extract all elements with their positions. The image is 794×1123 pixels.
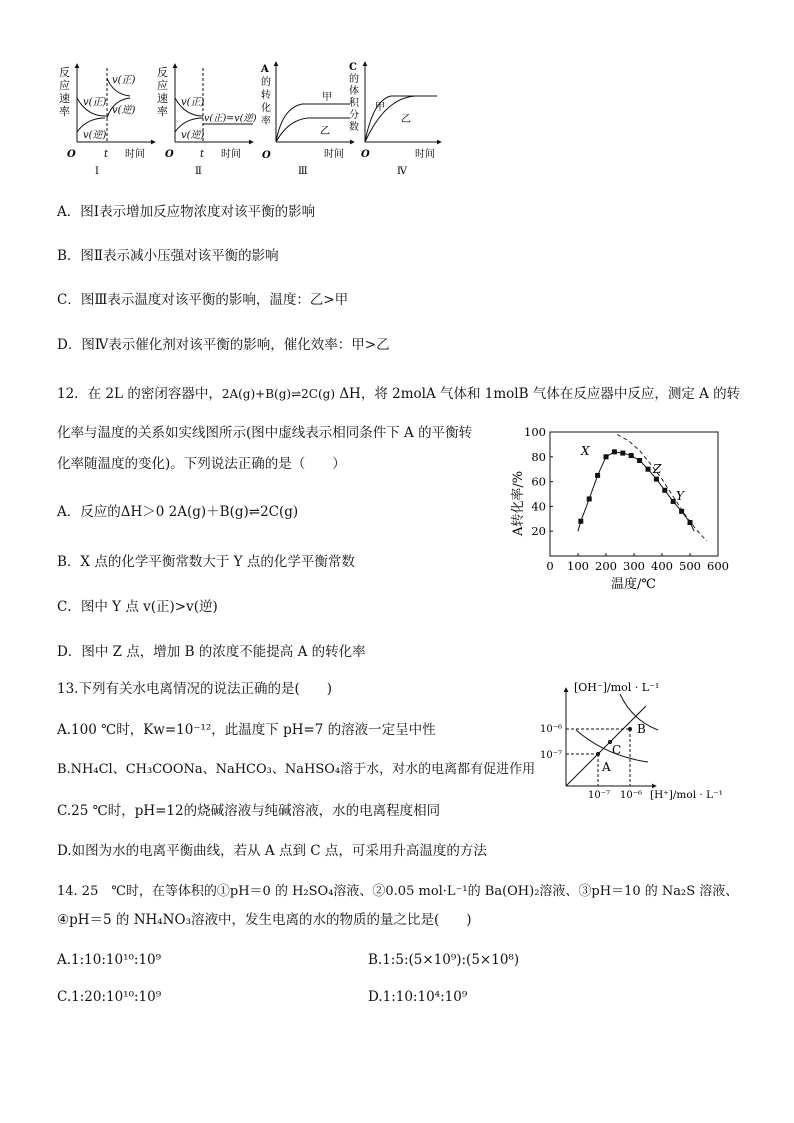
q12-option-c: C．图中 Y 点 v(正)>v(逆) [57, 599, 218, 615]
graph-1 [59, 64, 155, 177]
q13-graph-x1: 10⁻⁷ [588, 790, 611, 801]
q13-option-b: B.NH₄Cl、CH₃COONa、NaHCO₃、NaHSO₄溶于水，对水的电离都有促进作用 [57, 762, 536, 777]
chart-data-point [654, 477, 659, 482]
q14-stem-line2: ④pH＝5 的 NH₄NO₃溶液中，发生电离的水的物质的量之比是( ) [57, 912, 472, 928]
q12-option-a: A．反应的ΔH＞0 2A(g)＋B(g)⇌2C(g) [57, 504, 299, 520]
q12-stem-line2: 化率与温度的关系如实线图所示(图中虚线表示相同条件下 A 的平衡转 [57, 425, 473, 441]
chart-data-point [646, 467, 651, 472]
chart-y-tick: 80 [531, 449, 546, 464]
q13-graph-point-a: A [602, 760, 611, 774]
graph-3-origin-wrap [262, 148, 274, 162]
graph-3-caption: Ⅲ [298, 166, 308, 177]
chart-y-tick: 100 [524, 425, 546, 439]
graph-4-caption: Ⅳ [397, 166, 407, 177]
chart-data-point [595, 473, 600, 478]
q11-option-d: D．图Ⅳ表示催化剂对该平衡的影响，催化效率：甲>乙 [57, 337, 390, 353]
q12-stem-line1 [57, 385, 740, 403]
graph-4-origin: O [361, 149, 370, 160]
graph-4-ylabel-2: 体 [349, 86, 359, 97]
graph-3-xlabel: 时间 [324, 149, 344, 160]
graph-3-s1: 甲 [322, 92, 332, 103]
water-ionization-graph [536, 678, 736, 803]
graph-4-ylabel-1: 的 [349, 74, 359, 85]
chart-x-tick: 500 [679, 559, 701, 573]
graph-2-t: t [200, 149, 205, 160]
q12-stem-prefix: 12．在 2L 的密闭容器中， [57, 386, 222, 402]
graph-4-xlabel: 时间 [415, 149, 435, 160]
q13-graph-y2: 10⁻⁷ [540, 750, 563, 761]
q13-graph-xlabel: [H⁺]/mol · L⁻¹ [650, 789, 723, 801]
graph-4-s2: 乙 [401, 114, 411, 125]
q13-graph-y1: 10⁻⁶ [540, 724, 563, 735]
chart-data-point [688, 520, 693, 525]
q12-option-b: B．X 点的化学平衡常数大于 Y 点的化学平衡常数 [57, 554, 355, 570]
q13-option-c: C.25 ℃时，pH=12的烧碱溶液与纯碱溶液，水的电离程度相同 [57, 803, 441, 819]
chart-label-y: Y [676, 489, 684, 503]
chart-y-tick: 60 [531, 474, 546, 489]
q13-option-d: D.如图为水的电离平衡曲线，若从 A 点到 C 点，可采用升高温度的方法 [57, 843, 487, 859]
q13-stem: 13.下列有关水电离情况的说法正确的是( ) [57, 681, 333, 697]
chart-ylabel: A转化率/% [511, 470, 526, 536]
q12-option-d: D．图中 Z 点，增加 B 的浓度不能提高 A 的转化率 [57, 644, 366, 660]
chart-y-tick: 40 [531, 499, 546, 514]
graph-3-ylabel-1: 的 [261, 77, 271, 88]
q11-option-a: A．图Ⅰ表示增加反应物浓度对该平衡的影响 [57, 204, 316, 220]
chart-x-tick: 100 [567, 559, 589, 573]
conversion-vs-temperature-chart [505, 424, 740, 594]
chart-label-x: X [581, 444, 590, 458]
graph-4-ylabel-0: C [349, 62, 357, 73]
chart-data-point [662, 488, 667, 493]
graph-4-s1: 甲 [375, 102, 385, 113]
graph-1-ylabel-1: 应 [59, 79, 70, 92]
q13-graph-point-b: B [637, 722, 646, 736]
graph-1-ylabel-2: 速 [59, 92, 70, 105]
graph-2-ylabel-2: 速 [157, 92, 168, 105]
graph-4 [349, 62, 441, 177]
q12-stem-suffix: ΔH，将 2molA 气体和 1molB 气体在反应器中反应，测定 A 的转 [339, 386, 741, 402]
q13-option-a: A.100 ℃时，Kw=10⁻¹²，此温度下 pH=7 的溶液一定呈中性 [57, 722, 436, 738]
chart-x-tick: 400 [651, 559, 673, 573]
graph-1-xlabel: 时间 [125, 149, 145, 160]
graph-3-ylabel-0: A [261, 64, 269, 75]
graph-2-eq-label: v(正)=v(逆) [204, 113, 257, 124]
graph-2-v-zheng: v(正) [181, 97, 205, 108]
graph-1-caption: Ⅰ [95, 166, 99, 177]
graph-2-ylabel-3: 率 [157, 105, 168, 118]
graph-4-ylabel-5: 数 [349, 122, 359, 133]
chart-data-point [637, 458, 642, 463]
q12-stem-line3: 化率随温度的变化)。下列说法正确的是（ ） [57, 456, 346, 472]
graph-1-v-zheng-new: v(正) [112, 75, 136, 86]
q13-graph-point-c: C [612, 743, 622, 757]
graph-3-s2: 乙 [320, 126, 330, 137]
chart-data-point [629, 453, 634, 458]
graph-1-v-ni-new: v(逆) [112, 105, 136, 116]
graph-3 [260, 62, 354, 177]
chart-x-tick: 200 [595, 559, 617, 573]
q12-equation: 2A(g)+B(g)⇌2C(g) [221, 387, 336, 401]
chart-data-point [604, 454, 609, 459]
graph-1-v-ni: v(逆) [83, 130, 107, 141]
chart-data-point [671, 499, 676, 504]
q14-option-d: D.1:10:10⁴:10⁹ [368, 989, 468, 1005]
figure-strip [55, 58, 445, 180]
q13-graph-ylabel: [OH⁻]/mol · L⁻¹ [574, 681, 660, 694]
chart-x-tick: 0 [546, 559, 554, 573]
q14-option-c: C.1:20:10¹⁰:10⁹ [57, 989, 162, 1005]
chart-data-point [587, 496, 592, 501]
q11-option-c: C．图Ⅲ表示温度对该平衡的影响，温度：乙>甲 [57, 292, 349, 308]
graph-1-v-zheng: v(正) [83, 97, 107, 108]
graph-2-v-ni: v(逆) [181, 130, 205, 141]
graph-2-xlabel: 时间 [221, 149, 241, 160]
graph-1-ylabel-0: 反 [59, 66, 70, 79]
chart-data-point [679, 509, 684, 514]
graph-2-ylabel-0: 反 [157, 66, 168, 79]
graph-3-ylabel-3: 化 [261, 103, 271, 114]
q14-stem-line1: 14. 25 ℃时，在等体积的①pH＝0 的 H₂SO₄溶液、②0.05 mol·L⁻¹的 Ba(OH)₂溶液、③pH＝10 的 Na₂S 溶液、 [57, 884, 739, 899]
graph-2 [157, 64, 257, 177]
graph-3-ylabel-2: 转 [261, 90, 271, 101]
q14-option-a: A.1:10:10¹⁰:10⁹ [57, 952, 162, 968]
chart-x-tick: 600 [707, 559, 729, 573]
graph-2-ylabel-1: 应 [157, 79, 168, 92]
chart-data-point [620, 451, 625, 456]
chart-data-point [612, 449, 617, 454]
q13-graph-x2: 10⁻⁶ [620, 790, 643, 801]
chart-xlabel: 温度/℃ [611, 577, 656, 592]
q11-option-b: B．图Ⅱ表示减小压强对该平衡的影响 [57, 248, 279, 264]
graph-1-ylabel-3: 率 [59, 105, 70, 118]
graph-4-ylabel-3: 积 [349, 98, 359, 109]
graph-1-t: t [104, 149, 109, 160]
graph-3-origin: O [262, 150, 271, 161]
chart-y-tick: 20 [531, 524, 546, 539]
q14-option-b: B.1:5:(5×10⁹):(5×10⁸) [368, 952, 520, 968]
graph-1-origin: O [67, 149, 76, 160]
graph-3-ylabel-4: 率 [261, 116, 271, 127]
graph-2-origin: O [165, 149, 174, 160]
chart-data-point [578, 519, 583, 524]
chart-x-tick: 300 [623, 559, 645, 573]
graph-4-ylabel-4: 分 [349, 110, 359, 121]
chart-label-z: Z [653, 462, 662, 476]
graph-2-caption: Ⅱ [195, 166, 202, 177]
